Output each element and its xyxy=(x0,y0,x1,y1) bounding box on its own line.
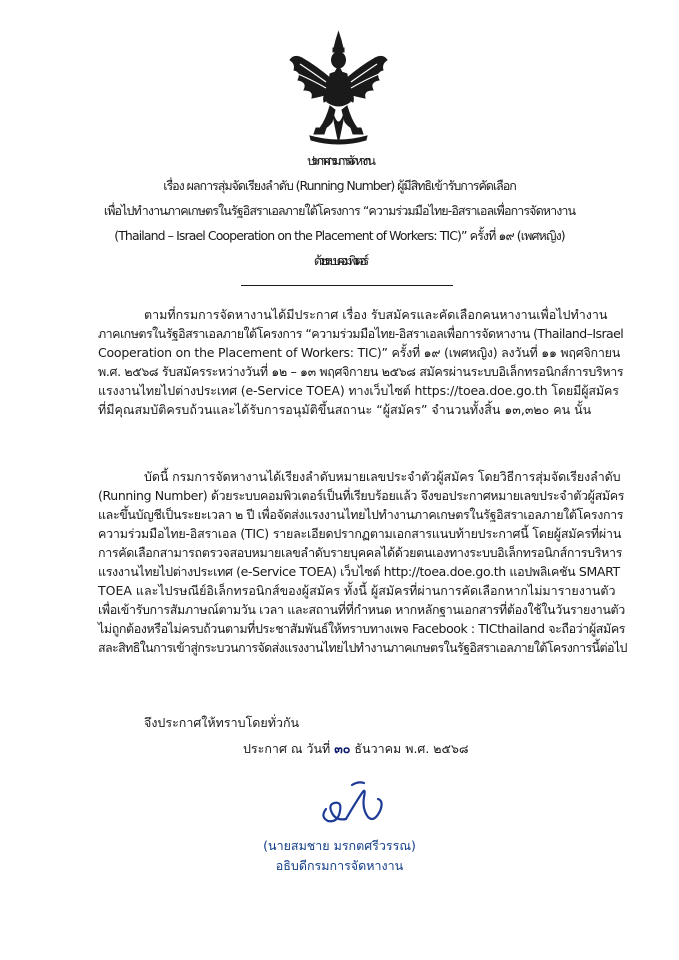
header-divider xyxy=(241,285,453,286)
signatory-title: อธิบดีกรมการจัดหางาน xyxy=(275,858,404,873)
paragraph-line: ภาคเกษตรในรัฐอิสราเอลภายใต้โครงการ “ความร่วมมือไทย-อิสราเอลเพื่อการจัดหางาน (Thailand–Israel xyxy=(98,326,624,341)
announcement-date xyxy=(243,739,469,759)
paragraph-line: และขึ้นบัญชีเป็นระยะเวลา ๒ ปี เพื่อจัดส่งแรงงานไทยไปทำงานภาคเกษตรในรัฐอิสราเอลภายใต้โครงการ xyxy=(98,507,624,522)
date-year: พ.ศ. ๒๕๖๘ xyxy=(405,741,469,756)
subject-line: เพื่อไปทำงานภาคเกษตรในรัฐอิสราเอลภายใต้โครงการ “ความร่วมมือไทย-อิสราเอลเพื่อการจัดหางาน xyxy=(103,203,576,218)
closing-statement: จึงประกาศให้ทราบโดยทั่วกัน xyxy=(144,715,300,730)
paragraph-line: ไม่ถูกต้องหรือไม่ครบถ้วนตามที่ประชาสัมพันธ์ให้ทราบทางเพจ Facebook : TICthailand จะถือว่าผู้สมัคร xyxy=(98,621,626,636)
paragraph-line: ความร่วมมือไทย-อิสราเอล (TIC) รายละเอียดปรากฏตามเอกสารแนบท้ายประกาศนี้ โดยผู้สมัครที่ผ่าน xyxy=(98,526,622,541)
paragraph-line: พ.ศ. ๒๕๖๘ รับสมัครระหว่างวันที่ ๑๒ – ๑๓ พฤศจิกายน ๒๕๖๘ สมัครผ่านระบบอิเล็กทรอนิกส์การบริหาร xyxy=(98,364,624,379)
paragraph-line: ตามที่กรมการจัดหางานได้มีประกาศ เรื่อง รับสมัครและคัดเลือกคนหางานเพื่อไปทำงาน xyxy=(144,307,608,322)
body-paragraph-1 xyxy=(98,305,624,419)
garuda-emblem-icon xyxy=(286,30,391,150)
paragraph-line: เพื่อเข้ารับการสัมภาษณ์ตามวัน เวลา และสถานที่ที่กำหนด หากหลักฐานเอกสารที่ต้องใช้ในวันรายงานตัว xyxy=(98,602,625,617)
date-month: ธันวาคม xyxy=(354,741,402,756)
paragraph-line: แรงงานไทยไปต่างประเทศ (e-Service TOEA) ทางเว็บไซต์ https://toea.doe.go.th โดยมีผู้สมัคร xyxy=(98,383,619,398)
subject-line: ด้วยระบบคอมพิวเตอร์ xyxy=(313,253,366,268)
paragraph-line: การคัดเลือกสามารถตรวจสอบหมายเลขลำดับรายบุคคลได้ด้วยตนเองทางระบบอิเล็กทรอนิกส์การบริหาร xyxy=(98,545,623,560)
paragraph-line: ที่มีคุณสมบัติครบถ้วนและได้รับการอนุมัติขึ้นสถานะ “ผู้สมัคร” จำนวนทั้งสิ้น ๑๓,๓๒๐ คน นั้น xyxy=(98,402,592,417)
paragraph-line: TOEA และไปรษณีย์อิเล็กทรอนิกส์ของผู้สมัคร ทั้งนี้ ผู้สมัครที่ผ่านการคัดเลือกหากไม่มารายงานตัว xyxy=(98,583,616,598)
paragraph-line: บัดนี้ กรมการจัดหางานได้เรียงลำดับหมายเลขประจำตัวผู้สมัคร โดยวิธีการสุ่มจัดเรียงลำดับ xyxy=(144,469,621,484)
subject-line: เรื่อง ผลการสุ่มจัดเรียงลำดับ (Running Number) ผู้มีสิทธิเข้ารับการคัดเลือก xyxy=(163,178,516,193)
signatory-name: (นายสมชาย มรกตศรีวรรณ) xyxy=(263,838,416,853)
paragraph-line: แรงงานไทยไปต่างประเทศ (e-Service TOEA) เว็บไซต์ http://toea.doe.go.th แอปพลิเคชัน SMART xyxy=(98,564,620,579)
announcement-org-title: ประกาศกรมการจัดหางาน xyxy=(306,153,373,168)
paragraph-line: สละสิทธิในการเข้าสู่กระบวนการจัดส่งแรงงานไทยไปทำงานภาคเกษตรในรัฐอิสราเอลภายใต้โครงการนี้ต่อไป xyxy=(98,640,627,655)
subject-line: (Thailand – Israel Cooperation on the Placement of Workers: TIC)” ครั้งที่ ๑๙ (เพศหญิง) xyxy=(114,228,565,243)
date-prefix: ประกาศ ณ วันที่ xyxy=(243,741,331,756)
paragraph-line: (Running Number) ด้วยระบบคอมพิวเตอร์เป็นที่เรียบร้อยแล้ว จึงขอประกาศหมายเลขประจำตัวผู้สมัคร xyxy=(98,488,625,503)
paragraph-line: Cooperation on the Placement of Workers: TIC)” ครั้งที่ ๑๙ (เพศหญิง) ลงวันที่ ๑๑ พฤศจิกายน xyxy=(98,345,621,360)
date-day: ๓๐ xyxy=(334,741,351,756)
handwritten-signature xyxy=(306,775,396,835)
body-paragraph-2 xyxy=(98,467,627,657)
